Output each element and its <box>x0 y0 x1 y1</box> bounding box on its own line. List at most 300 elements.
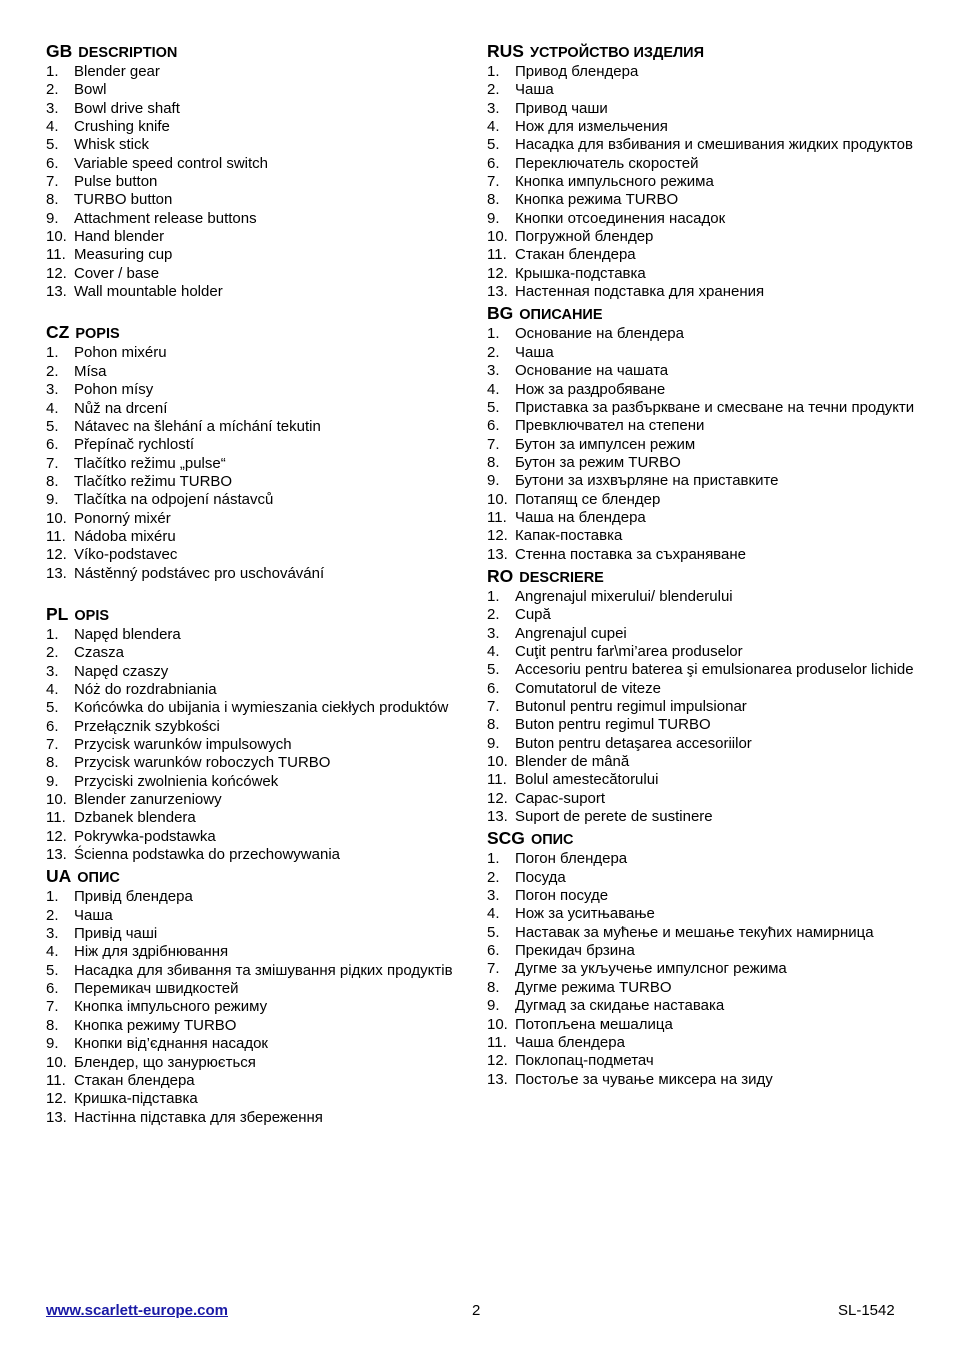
item-text: Погружной блендер <box>515 228 654 246</box>
item-number: 2. <box>46 644 59 662</box>
list-item <box>46 773 466 791</box>
item-text: Pohon mixéru <box>74 344 167 362</box>
item-number: 11. <box>487 508 507 526</box>
item-text: Dzbanek blendera <box>74 809 196 827</box>
item-text: Кнопки від’єднання насадок <box>74 1035 268 1053</box>
item-text: Чаша на блендера <box>515 508 646 526</box>
item-number: 8. <box>487 453 500 471</box>
item-number: 3. <box>46 381 59 399</box>
item-number: 1. <box>487 63 500 80</box>
list-item <box>46 191 466 209</box>
list-item <box>487 588 917 606</box>
item-number: 7. <box>46 173 59 191</box>
list-item <box>487 246 917 264</box>
section-ro <box>487 564 917 826</box>
item-text: Bowl drive shaft <box>74 99 180 117</box>
item-number: 10. <box>487 490 508 508</box>
item-text: Przełącznik szybkości <box>74 717 220 735</box>
item-text: Бутон за импулсен режим <box>515 435 696 453</box>
section-bg <box>487 301 917 563</box>
list-item <box>46 510 466 528</box>
item-text: Потапящ се блендер <box>515 490 661 508</box>
item-number: 11. <box>487 771 507 789</box>
item-text: Cover / base <box>74 264 160 282</box>
item-number: 4. <box>487 380 500 398</box>
list-item <box>46 363 466 381</box>
item-number: 11. <box>46 1071 66 1089</box>
item-number: 8. <box>487 191 500 209</box>
item-number: 3. <box>487 362 500 380</box>
item-number: 1. <box>487 850 500 868</box>
list-item <box>487 436 917 454</box>
item-text: Блендер, що занурюється <box>74 1053 256 1071</box>
item-text: Дугмад за скидање наставака <box>515 997 725 1015</box>
item-number: 1. <box>487 587 500 605</box>
item-number: 11. <box>487 1033 507 1051</box>
item-text: Кришка-підставка <box>74 1090 198 1108</box>
list-item <box>46 246 466 264</box>
list-item <box>487 698 917 716</box>
page-number: 2 <box>472 1302 481 1319</box>
item-number: 6. <box>46 980 59 998</box>
section-title: ОПИС <box>530 832 574 849</box>
item-text: Кнопка режиму TURBO <box>74 1016 237 1034</box>
item-text: Mísa <box>74 362 107 380</box>
item-text: Кнопка імпульсного режиму <box>74 998 268 1016</box>
parts-list <box>487 588 917 826</box>
list-item <box>46 907 466 925</box>
list-item <box>487 771 917 789</box>
item-number: 3. <box>46 925 59 943</box>
item-number: 1. <box>46 344 59 362</box>
list-item <box>46 828 466 846</box>
right-column <box>487 39 917 1089</box>
item-number: 10. <box>487 1015 508 1033</box>
item-text: Pulse button <box>74 173 158 191</box>
item-text: Ніж для здрібнювання <box>74 943 229 961</box>
language-code: RUS <box>487 41 524 61</box>
list-item <box>487 735 917 753</box>
list-item <box>487 81 917 99</box>
list-item <box>46 155 466 173</box>
section-ua <box>46 864 466 1126</box>
item-number: 4. <box>487 118 500 136</box>
list-item <box>46 418 466 436</box>
section-heading <box>487 564 917 588</box>
list-item <box>487 173 917 191</box>
list-item <box>487 509 917 527</box>
item-text: Прекидач брзина <box>515 942 635 960</box>
item-text: Привід блендера <box>74 888 193 906</box>
item-text: Blender de mână <box>515 753 630 771</box>
list-item <box>46 699 466 717</box>
list-item <box>487 1071 917 1089</box>
list-item <box>487 118 917 136</box>
section-heading <box>487 39 917 63</box>
item-number: 11. <box>487 246 507 264</box>
list-item <box>46 626 466 644</box>
item-text: Tlačítko režimu „pulse“ <box>74 454 226 472</box>
section-heading <box>487 301 917 325</box>
item-number: 2. <box>46 81 59 99</box>
item-text: Nůž na drcení <box>74 399 168 417</box>
item-number: 6. <box>46 436 59 454</box>
list-item <box>46 228 466 246</box>
parts-list <box>487 63 917 301</box>
item-number: 9. <box>46 209 59 227</box>
item-text: Tlačítka na odpojení nástavců <box>74 491 274 509</box>
item-text: Превключвател на степени <box>515 417 705 435</box>
item-number: 12. <box>46 546 67 564</box>
list-item <box>487 491 917 509</box>
item-text: Przyciski zwolnienia końcówek <box>74 772 279 790</box>
item-text: Переключатель скоростей <box>515 154 699 172</box>
item-number: 1. <box>46 888 59 906</box>
item-number: 2. <box>487 81 500 99</box>
item-text: Чаша <box>515 81 554 99</box>
list-item <box>46 718 466 736</box>
list-item <box>46 136 466 154</box>
item-text: Bolul amestecătorului <box>515 771 659 789</box>
language-code: UA <box>46 866 72 887</box>
list-item <box>487 417 917 435</box>
list-item <box>487 625 917 643</box>
item-number: 8. <box>46 754 59 772</box>
item-text: Посуда <box>515 868 566 886</box>
item-text: Нож за уситњавање <box>515 905 655 923</box>
list-item <box>46 1090 466 1108</box>
item-number: 12. <box>487 527 508 545</box>
item-text: Attachment release buttons <box>74 209 257 227</box>
language-code: GB <box>46 41 73 61</box>
item-text: Nátavec na šlehání a míchání tekutin <box>74 417 321 435</box>
list-item <box>487 643 917 661</box>
item-number: 5. <box>487 923 500 941</box>
item-number: 7. <box>487 173 500 191</box>
list-item <box>487 63 917 81</box>
list-item <box>46 736 466 754</box>
item-text: Comutatorul de viteze <box>515 679 661 697</box>
item-text: Cuţit pentru far\mi’area produselor <box>515 642 743 660</box>
item-text: Капак-поставка <box>515 527 623 545</box>
list-item <box>46 998 466 1016</box>
parts-list <box>487 325 917 563</box>
item-text: Привід чаші <box>74 925 158 943</box>
list-item <box>487 546 917 564</box>
parts-list <box>46 626 466 864</box>
list-item <box>487 997 917 1015</box>
list-item <box>487 210 917 228</box>
item-number: 12. <box>46 264 67 282</box>
left-column <box>46 39 466 1127</box>
list-item <box>46 473 466 491</box>
item-text: Nádoba mixéru <box>74 527 176 545</box>
item-number: 2. <box>487 868 500 886</box>
item-number: 6. <box>487 417 500 435</box>
list-item <box>487 283 917 301</box>
item-text: Przycisk warunków roboczych TURBO <box>74 754 331 772</box>
list-item <box>46 888 466 906</box>
item-number: 3. <box>46 99 59 117</box>
item-number: 13. <box>487 283 508 301</box>
website-link[interactable]: www.scarlett-europe.com <box>46 1302 228 1319</box>
item-text: Czasza <box>74 644 125 662</box>
item-number: 13. <box>487 1070 508 1088</box>
item-text: Крышка-подставка <box>515 264 646 282</box>
item-text: Buton pentru detaşarea accesoriilor <box>515 734 752 752</box>
item-number: 13. <box>46 564 67 582</box>
list-item <box>487 869 917 887</box>
item-text: Насадка для взбивания и смешивания жидких продуктов <box>515 136 913 154</box>
section-title: DESCRIERE <box>519 569 604 586</box>
item-text: Дугме за укључење импулсног режима <box>515 960 787 978</box>
item-number: 7. <box>46 736 59 753</box>
item-number: 7. <box>46 454 59 472</box>
item-text: Чаша блендера <box>515 1033 625 1051</box>
list-item <box>46 118 466 136</box>
list-item <box>487 155 917 173</box>
item-text: Hand blender <box>74 228 165 246</box>
list-item <box>487 1052 917 1070</box>
item-number: 12. <box>46 1090 67 1108</box>
item-text: Whisk stick <box>74 136 149 154</box>
language-code: SCG <box>487 828 525 849</box>
section-scg <box>487 826 917 1088</box>
item-number: 10. <box>487 228 508 246</box>
item-text: Pokrywka-podstawka <box>74 827 216 845</box>
list-item <box>46 173 466 191</box>
item-number: 9. <box>487 997 500 1015</box>
item-text: Końcówka do ubijania i wymieszania ciekłych produktów <box>74 699 449 717</box>
item-text: Bowl <box>74 81 107 99</box>
item-text: Přepínač rychlostí <box>74 436 195 454</box>
list-item <box>46 528 466 546</box>
section-title: ОПИСАНИЕ <box>519 307 603 324</box>
item-number: 5. <box>487 661 500 679</box>
item-number: 4. <box>46 680 59 698</box>
item-number: 2. <box>487 343 500 361</box>
item-text: Стакан блендера <box>515 246 636 264</box>
list-item <box>487 399 917 417</box>
item-number: 12. <box>46 827 67 845</box>
item-text: Víko-podstavec <box>74 546 178 564</box>
item-text: Measuring cup <box>74 246 173 264</box>
item-text: Настінна підставка для збереження <box>74 1108 323 1126</box>
item-text: Nóż do rozdrabniania <box>74 680 217 698</box>
item-number: 10. <box>487 753 508 771</box>
item-number: 5. <box>487 136 500 154</box>
language-code: CZ <box>46 322 70 343</box>
list-item <box>487 344 917 362</box>
list-item <box>46 1109 466 1127</box>
section-heading <box>46 39 466 63</box>
language-code: PL <box>46 603 69 624</box>
item-text: Погон блендера <box>515 850 628 868</box>
list-item <box>487 924 917 942</box>
item-number: 3. <box>46 662 59 680</box>
list-item <box>487 362 917 380</box>
section-cz <box>46 320 466 582</box>
list-item <box>487 1034 917 1052</box>
item-number: 7. <box>487 960 500 978</box>
list-item <box>487 790 917 808</box>
section-gap <box>46 301 466 320</box>
item-number: 5. <box>46 961 59 979</box>
list-item <box>46 962 466 980</box>
list-item <box>487 325 917 343</box>
item-number: 9. <box>46 1035 59 1053</box>
item-number: 6. <box>487 154 500 172</box>
item-text: Nástěnný podstávec pro uschovávání <box>74 564 325 582</box>
item-number: 10. <box>46 228 67 246</box>
list-item <box>487 228 917 246</box>
item-number: 8. <box>46 1016 59 1034</box>
list-item <box>46 980 466 998</box>
item-number: 11. <box>46 246 66 264</box>
list-item <box>487 808 917 826</box>
section-heading <box>46 864 466 888</box>
list-item <box>487 753 917 771</box>
item-number: 9. <box>487 734 500 752</box>
parts-list <box>487 850 917 1088</box>
item-text: Butonul pentru regimul impulsionar <box>515 698 747 715</box>
list-item <box>46 400 466 418</box>
item-text: Привод блендера <box>515 63 639 80</box>
item-number: 4. <box>46 399 59 417</box>
item-number: 4. <box>46 943 59 961</box>
item-text: Поклопац-подметач <box>515 1052 654 1070</box>
list-item <box>487 960 917 978</box>
list-item <box>46 491 466 509</box>
parts-list <box>46 344 466 582</box>
list-item <box>46 344 466 362</box>
item-text: Нож за раздробяване <box>515 380 666 398</box>
item-text: Blender zanurzeniowy <box>74 791 222 809</box>
item-number: 1. <box>487 325 500 343</box>
item-text: Ścienna podstawka do przechowywania <box>74 846 340 864</box>
list-item <box>46 81 466 99</box>
item-number: 11. <box>46 527 66 545</box>
item-text: Насадка для збивання та змішування рідких продуктів <box>74 961 453 979</box>
list-item <box>46 455 466 473</box>
item-number: 13. <box>487 808 508 826</box>
list-item <box>487 472 917 490</box>
item-number: 5. <box>46 417 59 435</box>
item-number: 8. <box>46 472 59 490</box>
section-title: OPIS <box>74 607 110 624</box>
list-item <box>46 754 466 772</box>
list-item <box>46 210 466 228</box>
list-item <box>46 565 466 583</box>
list-item <box>46 1072 466 1090</box>
list-item <box>46 100 466 118</box>
item-text: Ponorný mixér <box>74 509 171 527</box>
item-text: Кнопки отсоединения насадок <box>515 209 726 227</box>
item-text: TURBO button <box>74 191 173 209</box>
item-number: 6. <box>487 942 500 960</box>
item-text: Кнопка режима TURBO <box>515 191 679 209</box>
list-item <box>46 1054 466 1072</box>
list-item <box>46 809 466 827</box>
section-pl <box>46 602 466 864</box>
item-text: Accesoriu pentru baterea şi emulsionarea produselor lichide <box>515 661 914 679</box>
item-number: 3. <box>487 887 500 905</box>
list-item <box>46 925 466 943</box>
item-text: Нож для измельчения <box>515 118 668 136</box>
item-number: 9. <box>46 491 59 509</box>
item-text: Настенная подставка для хранения <box>515 283 765 301</box>
item-text: Бутон за режим TURBO <box>515 453 681 471</box>
item-text: Постоље за чување миксера на зиду <box>515 1070 773 1088</box>
item-text: Дугме режима TURBO <box>515 978 672 996</box>
item-number: 4. <box>46 118 59 136</box>
item-number: 8. <box>487 716 500 734</box>
item-text: Перемикач швидкостей <box>74 980 239 998</box>
list-item <box>487 527 917 545</box>
item-text: Crushing knife <box>74 118 170 136</box>
language-code: BG <box>487 303 514 324</box>
item-number: 4. <box>487 905 500 923</box>
item-number: 10. <box>46 509 67 527</box>
item-number: 3. <box>487 624 500 642</box>
section-heading <box>487 826 917 850</box>
item-text: Blender gear <box>74 63 160 80</box>
item-text: Основание на блендера <box>515 325 684 343</box>
list-item <box>46 846 466 864</box>
list-item <box>487 979 917 997</box>
list-item <box>46 663 466 681</box>
item-text: Чаша <box>74 906 113 924</box>
parts-list <box>46 888 466 1126</box>
section-heading <box>46 602 466 626</box>
section-gap <box>46 583 466 602</box>
item-number: 5. <box>46 699 59 717</box>
item-number: 12. <box>487 1052 508 1070</box>
item-number: 9. <box>487 209 500 227</box>
item-number: 6. <box>46 154 59 172</box>
item-number: 2. <box>46 362 59 380</box>
list-item <box>46 63 466 81</box>
item-number: 2. <box>46 906 59 924</box>
list-item <box>487 381 917 399</box>
list-item <box>46 436 466 454</box>
item-number: 7. <box>46 998 59 1016</box>
list-item <box>46 1035 466 1053</box>
item-text: Бутони за изхвърляне на приставките <box>515 472 779 490</box>
item-text: Cupă <box>515 606 551 624</box>
item-text: Кнопка импульсного режима <box>515 173 714 191</box>
list-item <box>487 661 917 679</box>
item-number: 10. <box>46 1053 67 1071</box>
parts-list <box>46 63 466 301</box>
item-number: 9. <box>46 772 59 790</box>
language-code: RO <box>487 565 514 586</box>
list-item <box>46 681 466 699</box>
item-number: 6. <box>46 717 59 735</box>
item-text: Приставка за разбъркване и смесване на течни продукти <box>515 398 915 416</box>
list-item <box>487 606 917 624</box>
item-number: 8. <box>487 978 500 996</box>
item-number: 9. <box>487 472 500 490</box>
section-title: УСТРОЙСТВО ИЗДЕЛИЯ <box>529 45 705 61</box>
item-number: 2. <box>487 606 500 624</box>
item-text: Buton pentru regimul TURBO <box>515 716 711 734</box>
item-number: 7. <box>487 698 500 715</box>
list-item <box>46 1017 466 1035</box>
item-text: Стенна поставка за съхраняване <box>515 545 746 563</box>
item-text: Przycisk warunków impulsowych <box>74 736 292 753</box>
item-number: 5. <box>487 398 500 416</box>
